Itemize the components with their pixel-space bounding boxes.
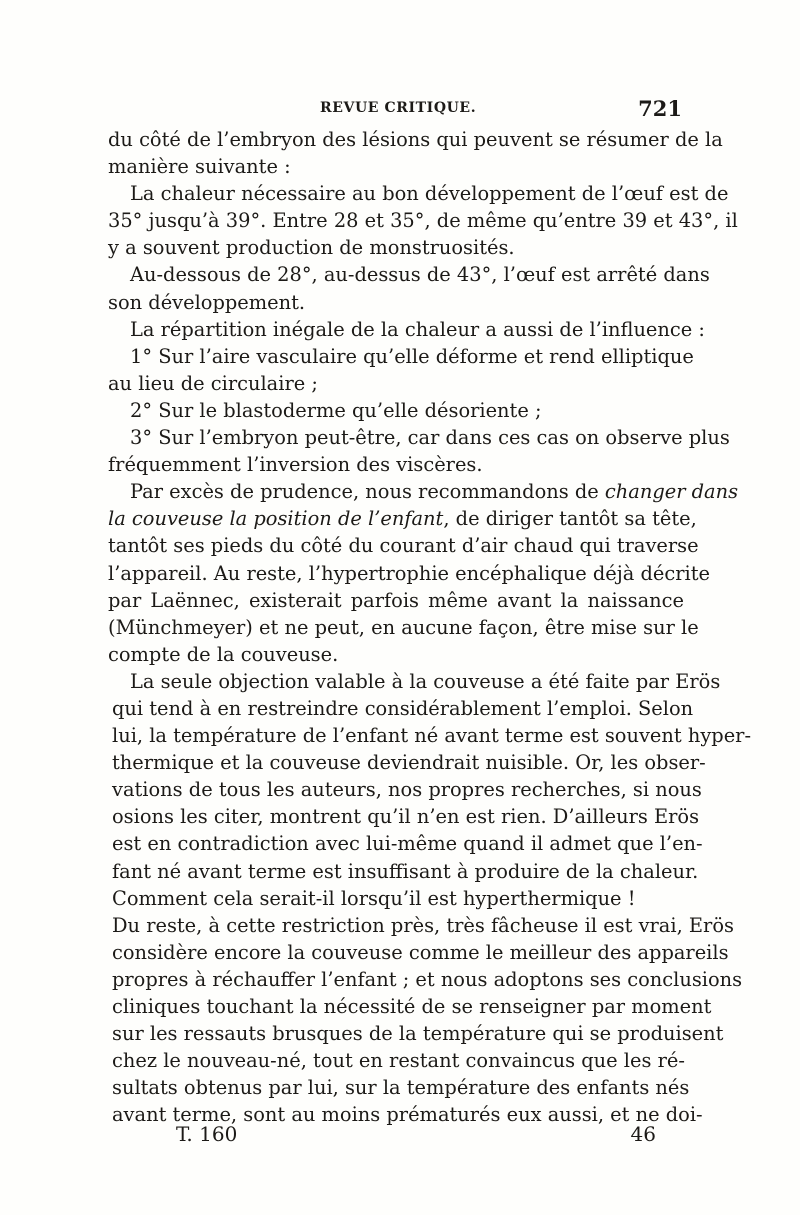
text-line: La répartition inégale de la chaleur a aussi de l’influence : xyxy=(130,317,705,341)
text-line: 1° Sur l’aire vasculaire qu’elle déforme et rend elliptique xyxy=(130,344,694,368)
text-line: La chaleur nécessaire au bon développement de l’œuf est de xyxy=(130,182,729,206)
text-line: avant terme, sont au moins prématurés eux aussi, et ne doi- xyxy=(112,1103,703,1127)
text-line: thermique et la couveuse deviendrait nuisible. Or, les obser- xyxy=(112,751,706,775)
text-line: sur les ressauts brusques de la température qui se produisent xyxy=(112,1022,724,1046)
text-line: fréquemment l’inversion des viscères. xyxy=(108,453,483,477)
text-line: son développement. xyxy=(108,290,306,314)
text-line: propres à réchauffer l’enfant ; et nous adoptons ses conclusions xyxy=(112,967,743,991)
text-line: cliniques touchant la nécessité de se renseigner par moment xyxy=(112,995,712,1018)
page-header xyxy=(108,96,682,126)
italic-run: changer dans xyxy=(604,480,739,504)
body-text xyxy=(108,126,752,1128)
text-run: , de diriger tantôt sa tête, xyxy=(443,507,697,531)
volume-number: T. 160 xyxy=(176,1122,238,1146)
text-line: Au-dessous de 28°, au-dessus de 43°, l’œuf est arrêté dans xyxy=(130,263,710,287)
text-line: compte de la couveuse. xyxy=(108,642,339,666)
text-line: manière suivante : xyxy=(108,155,291,179)
text-line: considère encore la couveuse comme le meilleur des appareils xyxy=(112,940,729,964)
text-line-mixed xyxy=(108,505,697,532)
running-head: REVUE CRITIQUE. xyxy=(320,100,477,116)
text-line: osions les citer, montrent qu’il n’en est rien. D’ailleurs Erös xyxy=(112,805,700,829)
text-line: Comment cela serait-il lorsqu’il est hyperthermique ! xyxy=(112,886,636,910)
text-line: par Laënnec, existerait parfois même avant la naissance xyxy=(108,588,684,612)
text-line: l’appareil. Au reste, l’hypertrophie encéphalique déjà décrite xyxy=(108,561,710,585)
page-footer xyxy=(176,1122,656,1152)
text-line: fant né avant terme est insuffisant à produire de la chaleur. xyxy=(112,859,699,883)
italic-run: la couveuse la position de l’enfant xyxy=(108,507,444,531)
text-line: sultats obtenus par lui, sur la température des enfants nés xyxy=(112,1076,690,1100)
text-line: y a souvent production de monstruosités. xyxy=(108,236,515,260)
text-line: (Münchmeyer) et ne peut, en aucune façon, être mise sur le xyxy=(108,615,699,639)
text-line: 2° Sur le blastoderme qu’elle désoriente ; xyxy=(130,398,542,422)
text-line: lui, la température de l’enfant né avant terme est souvent hyper- xyxy=(112,724,752,748)
text-line: qui tend à en restreindre considérablement l’emploi. Selon xyxy=(112,696,694,720)
text-line: est en contradiction avec lui-même quand il admet que l’en- xyxy=(112,832,703,856)
page-number: 721 xyxy=(638,96,682,121)
text-line: Du reste, à cette restriction près, très fâcheuse il est vrai, Erös xyxy=(112,913,734,937)
text-line: au lieu de circulaire ; xyxy=(108,371,318,395)
text-line: tantôt ses pieds du côté du courant d’air chaud qui traverse xyxy=(108,534,699,558)
text-line: 35° jusqu’à 39°. Entre 28 et 35°, de même qu’entre 39 et 43°, il xyxy=(108,209,738,233)
text-line: vations de tous les auteurs, nos propres recherches, si nous xyxy=(112,778,702,802)
text-line: 3° Sur l’embryon peut-être, car dans ces cas on observe plus xyxy=(130,426,730,450)
signature-mark: 46 xyxy=(630,1122,656,1146)
text-line: chez le nouveau-né, tout en restant convaincus que les ré- xyxy=(112,1049,685,1073)
text-line: La seule objection valable à la couveuse a été faite par Erös xyxy=(130,669,721,693)
text-line: du côté de l’embryon des lésions qui peuvent se résumer de la xyxy=(108,128,723,151)
text-run: Par excès de prudence, nous recommandons de xyxy=(130,480,599,504)
text-line-mixed xyxy=(108,478,739,505)
